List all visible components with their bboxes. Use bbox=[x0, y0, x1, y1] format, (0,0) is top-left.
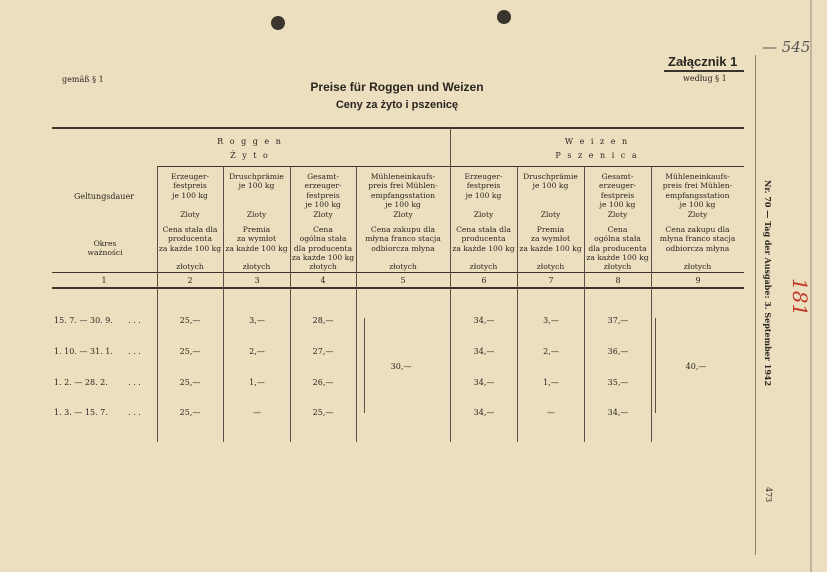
period-cell: 1. 3. — 15. 7. bbox=[54, 408, 108, 417]
rye-producer-cell: 25,— bbox=[179, 378, 201, 387]
handwritten-stamp: 181 bbox=[788, 278, 812, 317]
rye-threshing-header-de: Druschprämie je 100 kg bbox=[229, 172, 284, 191]
rye-total-header-pl: Cena ogólna stała dla producenta za każde 100 kg bbox=[291, 225, 355, 263]
column-number: 9 bbox=[695, 276, 701, 285]
wheat-total-cell: 36,— bbox=[607, 347, 629, 356]
column-number: 3 bbox=[254, 276, 260, 285]
wheat-producer-header-pl: Cena stała dla producenta za każde 100 kg bbox=[452, 225, 515, 253]
gazette-issue: Nr. 70 — Tag der Ausgabe: 3. September 1942 bbox=[763, 180, 773, 387]
page-number: 473 bbox=[764, 487, 773, 503]
rye-mill-price: 30,— bbox=[390, 362, 412, 371]
period-dots: . . . bbox=[128, 347, 141, 356]
column-number: 1 bbox=[101, 276, 107, 285]
rye-mill-unit: Zloty bbox=[393, 210, 413, 219]
col-divider-1 bbox=[157, 166, 158, 442]
wheat-total-cell: 37,— bbox=[607, 316, 629, 325]
wheat-mill-header-de: Mühleneinkaufs- preis frei Mühlen- empfangsstation je 100 kg bbox=[662, 172, 733, 210]
rye-threshing-cell: — bbox=[253, 408, 261, 417]
wheat-mill-header-pl: Cena zakupu dla młyna franco stacja odbiorcza młyna bbox=[659, 225, 736, 253]
left-note: gemäß § 1 bbox=[62, 75, 104, 84]
wheat-producer-unit: Zloty bbox=[473, 210, 494, 219]
col-divider-6 bbox=[517, 166, 518, 442]
wheat-mill-currency: złotych bbox=[683, 262, 712, 271]
rye-producer-header-de: Erzeuger- festpreis je 100 kg bbox=[170, 172, 210, 200]
wheat-total-cell: 35,— bbox=[607, 378, 629, 387]
wheat-threshing-cell: — bbox=[547, 408, 555, 417]
attachment-label: Załącznik 1 bbox=[668, 54, 738, 69]
rye-total-cell: 27,— bbox=[312, 347, 334, 356]
rye-threshing-header-pl: Premia za wymłot za każde 100 kg bbox=[225, 225, 288, 253]
rye-mill-currency: złotych bbox=[389, 262, 417, 271]
wheat-producer-cell: 34,— bbox=[473, 378, 495, 387]
rye-threshing-currency: złotych bbox=[242, 262, 271, 271]
period-dots: . . . bbox=[128, 408, 141, 417]
wheat-threshing-header-pl: Premia za wymłot za każde 100 kg bbox=[519, 225, 582, 253]
column-number: 5 bbox=[400, 276, 406, 285]
rye-total-currency: złotych bbox=[309, 262, 337, 271]
header-bottom-rule bbox=[52, 272, 744, 273]
rye-threshing-cell: 2,— bbox=[249, 347, 265, 356]
column-number: 8 bbox=[615, 276, 621, 285]
period-cell: 1. 10. — 31. 1. bbox=[54, 347, 113, 356]
wheat-producer-cell: 34,— bbox=[473, 408, 495, 417]
rye-producer-cell: 25,— bbox=[179, 347, 201, 356]
corner-note: — 545 bbox=[762, 38, 811, 56]
period-cell: 1. 2. — 28. 2. bbox=[54, 378, 108, 387]
rye-threshing-cell: 3,— bbox=[249, 316, 265, 325]
wheat-producer-header-de: Erzeuger- festpreis je 100 kg bbox=[464, 172, 503, 200]
margin-line bbox=[755, 55, 756, 555]
wheat-mill-price: 40,— bbox=[685, 362, 707, 371]
rye-total-cell: 28,— bbox=[312, 316, 334, 325]
rye-total-unit: Zloty bbox=[313, 210, 333, 219]
column-number: 7 bbox=[548, 276, 554, 285]
period-dots: . . . bbox=[128, 378, 141, 387]
wheat-total-cell: 34,— bbox=[607, 408, 629, 417]
rye-mill-header-pl: Cena zakupu dla młyna franco stacja odbiorcza młyna bbox=[365, 225, 441, 253]
rye-total-cell: 25,— bbox=[312, 408, 334, 417]
rye-group-pl: Ż y t o bbox=[230, 151, 270, 160]
col-divider-2 bbox=[223, 166, 224, 442]
rye-producer-header-pl: Cena stała dla producenta za każde 100 kg bbox=[158, 225, 222, 253]
wheat-group-de: W e i z e n bbox=[564, 137, 630, 146]
rye-mill-bracket bbox=[364, 318, 365, 413]
right-note: według § 1 bbox=[683, 74, 727, 83]
wheat-producer-cell: 34,— bbox=[473, 316, 495, 325]
table-top-rule bbox=[52, 127, 744, 129]
period-cell: 15. 7. — 30. 9. bbox=[54, 316, 113, 325]
wheat-threshing-currency: złotych bbox=[536, 262, 565, 271]
period-dots: . . . bbox=[128, 316, 141, 325]
page-subtitle: Ceny za żyto i pszenicę bbox=[335, 99, 459, 111]
attachment-underline bbox=[664, 70, 744, 72]
rye-group-de: R o g g e n bbox=[217, 137, 283, 146]
rye-threshing-unit: Zloty bbox=[246, 210, 267, 219]
wheat-threshing-cell: 1,— bbox=[543, 378, 559, 387]
wheat-producer-currency: złotych bbox=[469, 262, 498, 271]
rye-producer-currency: złotych bbox=[176, 262, 204, 271]
column-number: 6 bbox=[481, 276, 487, 285]
wheat-total-unit: Zloty bbox=[607, 210, 628, 219]
wheat-threshing-cell: 2,— bbox=[543, 347, 559, 356]
column-number: 4 bbox=[320, 276, 326, 285]
wheat-threshing-header-de: Druschprämie je 100 kg bbox=[523, 172, 578, 191]
wheat-threshing-cell: 3,— bbox=[543, 316, 559, 325]
period-header-de: Geltungsdauer bbox=[73, 192, 135, 201]
rye-threshing-cell: 1,— bbox=[249, 378, 265, 387]
wheat-threshing-unit: Zloty bbox=[540, 210, 561, 219]
rye-producer-cell: 25,— bbox=[179, 408, 201, 417]
wheat-mill-bracket bbox=[655, 318, 656, 413]
number-row-rule bbox=[52, 287, 744, 289]
rye-total-header-de: Gesamt- erzeuger- festpreis je 100 kg bbox=[304, 172, 342, 210]
rye-producer-cell: 25,— bbox=[179, 316, 201, 325]
rye-mill-header-de: Mühleneinkaufs- preis frei Mühlen- empfangsstation je 100 kg bbox=[368, 172, 438, 210]
column-number: 2 bbox=[187, 276, 193, 285]
period-header-pl: Okres ważności bbox=[87, 239, 123, 258]
wheat-total-header-de: Gesamt- erzeuger- festpreis je 100 kg bbox=[598, 172, 637, 210]
rye-producer-unit: Zloty bbox=[180, 210, 200, 219]
punch-hole-right bbox=[497, 10, 511, 24]
page-title: Preise für Roggen und Weizen bbox=[310, 80, 484, 94]
rye-total-cell: 26,— bbox=[312, 378, 334, 387]
punch-hole-left bbox=[271, 16, 285, 30]
wheat-total-currency: złotych bbox=[603, 262, 632, 271]
wheat-mill-unit: Zloty bbox=[687, 210, 708, 219]
wheat-group-pl: P s z e n i c a bbox=[555, 151, 639, 160]
wheat-total-header-pl: Cena ogólna stała dla producenta za każde 100 kg bbox=[586, 225, 649, 263]
wheat-producer-cell: 34,— bbox=[473, 347, 495, 356]
